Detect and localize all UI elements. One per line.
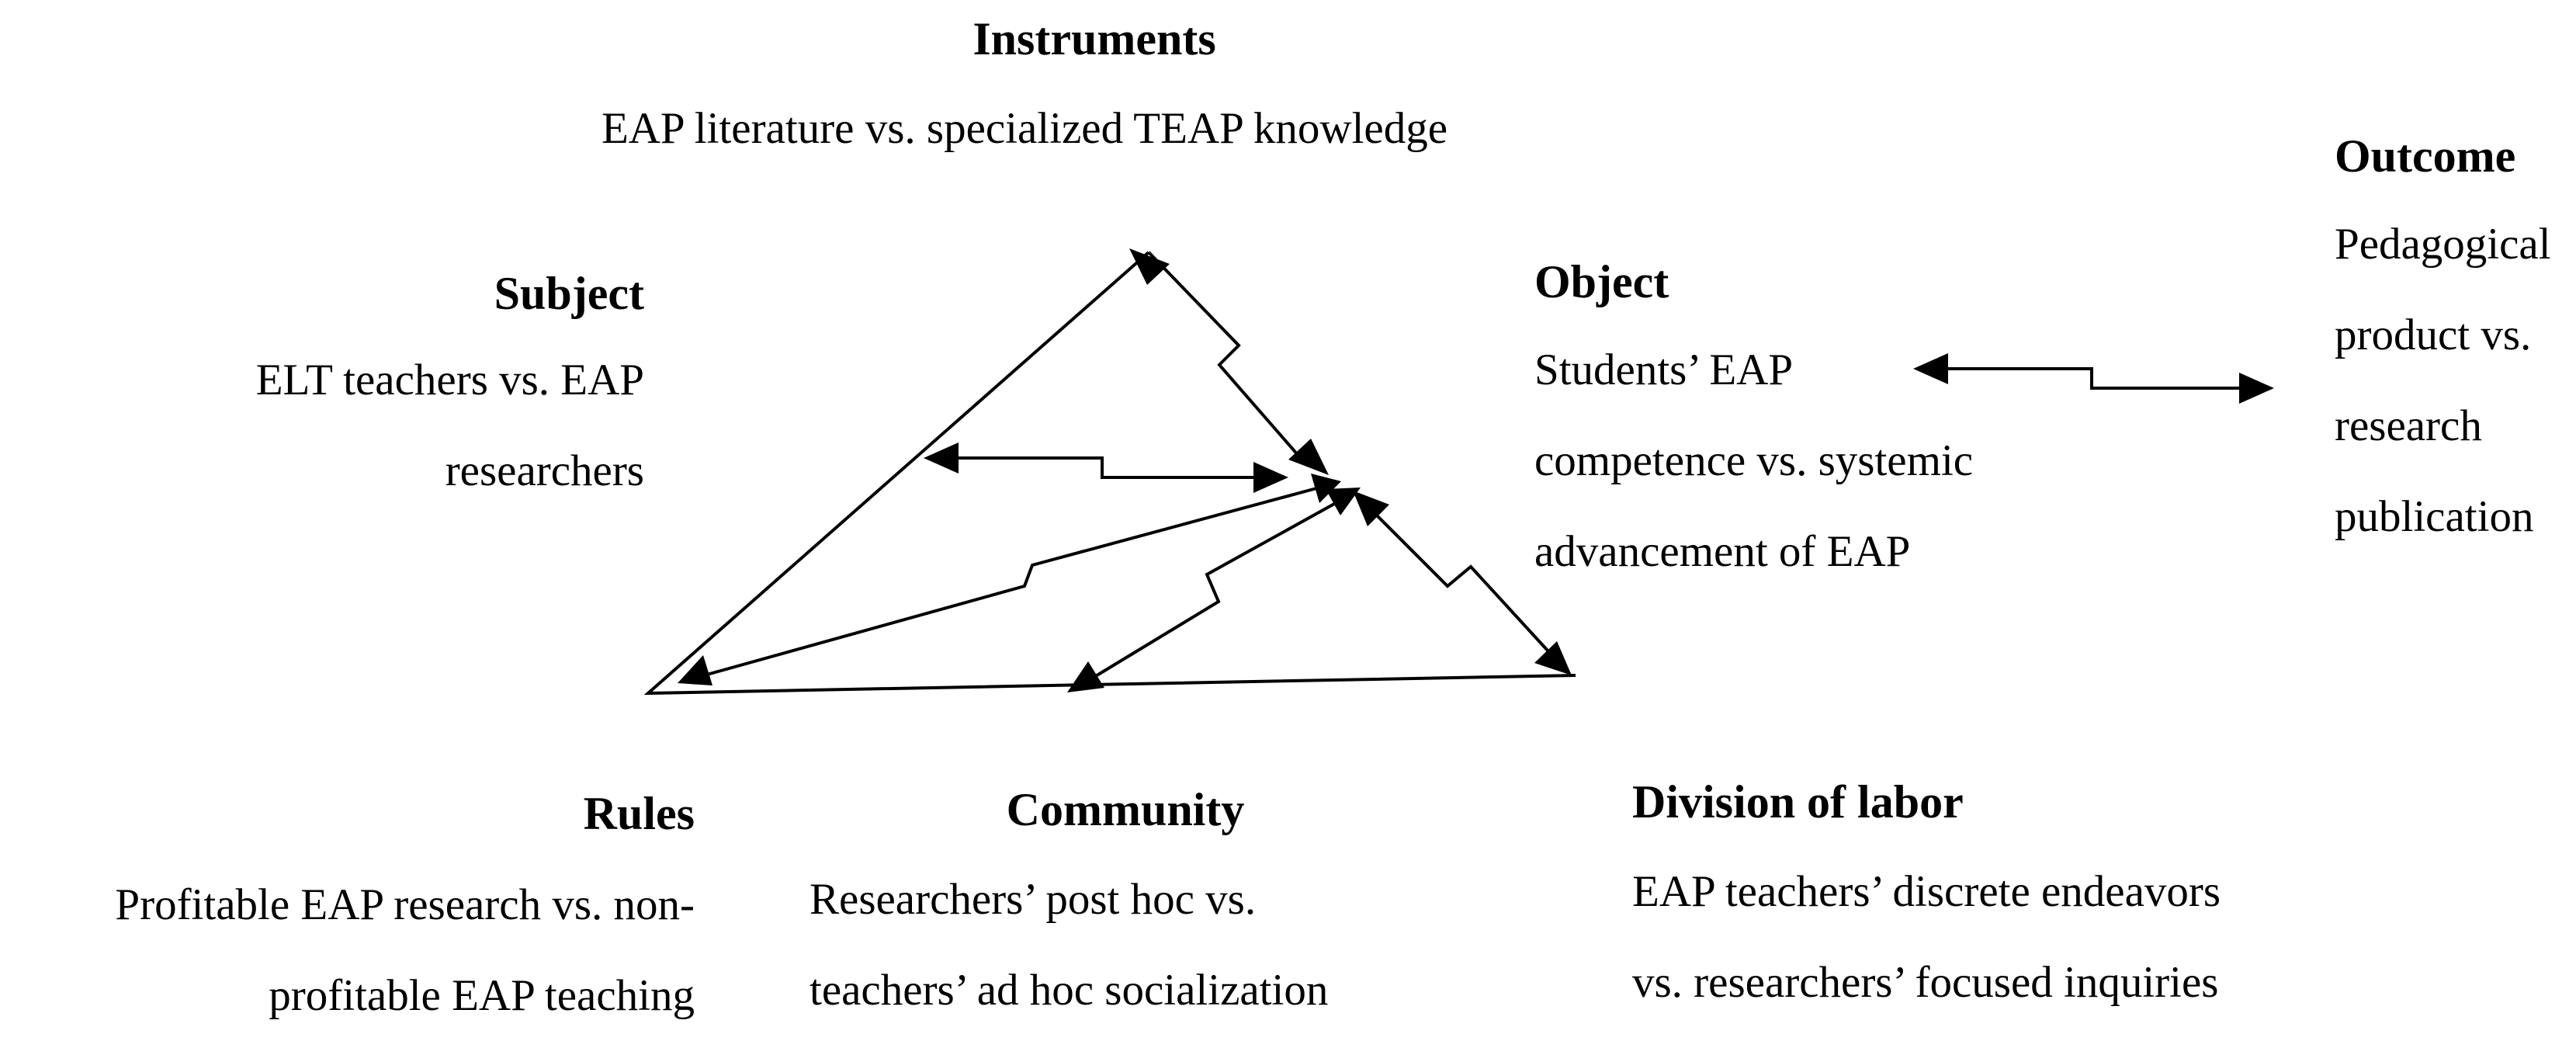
- object-text: [1534, 324, 1973, 597]
- subject-text: [140, 335, 644, 516]
- connector-object-outcome: [1940, 369, 2247, 388]
- outcome-line: research: [2335, 401, 2482, 450]
- arrowhead-center-from-subject: [1253, 462, 1288, 493]
- instruments-heading: Instruments: [973, 13, 1216, 64]
- arrowhead-rules: [678, 655, 712, 685]
- arrowhead-outcome: [2239, 373, 2274, 404]
- instruments-text: EAP literature vs. specialized TEAP knowledge: [601, 104, 1448, 153]
- object-heading: Object: [1534, 256, 1669, 307]
- community-text: [810, 854, 1328, 1036]
- community-line: Researchers’ post hoc vs.: [810, 875, 1257, 924]
- arrowhead-center-from-instruments: [1288, 439, 1329, 475]
- outcome-text: [2335, 199, 2551, 562]
- subject-line: ELT teachers vs. EAP: [255, 356, 644, 404]
- object-line: Students’ EAP: [1534, 345, 1794, 394]
- division-of-labor-text: [1632, 846, 2221, 1028]
- connector-subject-center: [951, 458, 1261, 477]
- outcome-line: publication: [2335, 492, 2534, 541]
- triangle-outline: [648, 252, 1576, 693]
- arrowhead-division: [1534, 641, 1572, 675]
- outcome-heading: Outcome: [2335, 130, 2516, 182]
- division-of-labor-line: vs. researchers’ focused inquiries: [1632, 958, 2219, 1007]
- rules-heading: Rules: [583, 788, 695, 839]
- rules-text: [0, 859, 695, 1041]
- connector-division-center: [1370, 508, 1556, 660]
- outcome-line: Pedagogical: [2335, 220, 2551, 269]
- object-line: competence vs. systemic: [1534, 436, 1974, 485]
- community-line: teachers’ ad hoc socialization: [810, 966, 1329, 1015]
- object-line: advancement of EAP: [1534, 527, 1911, 576]
- division-of-labor-heading: Division of labor: [1632, 776, 1964, 828]
- rules-line: profitable EAP teaching: [269, 971, 695, 1020]
- division-of-labor-line: EAP teachers’ discrete endeavors: [1632, 867, 2221, 916]
- arrowhead-community: [1067, 661, 1104, 692]
- connector-instruments-center: [1149, 252, 1304, 462]
- community-heading: Community: [1006, 784, 1245, 835]
- subject-heading: Subject: [494, 268, 644, 319]
- connector-community-center: [1090, 499, 1343, 679]
- connector-rules-center: [699, 488, 1319, 677]
- rules-line: Profitable EAP research vs. non-: [115, 880, 695, 929]
- outcome-line: product vs.: [2335, 311, 2532, 359]
- subject-line: researchers: [445, 446, 644, 495]
